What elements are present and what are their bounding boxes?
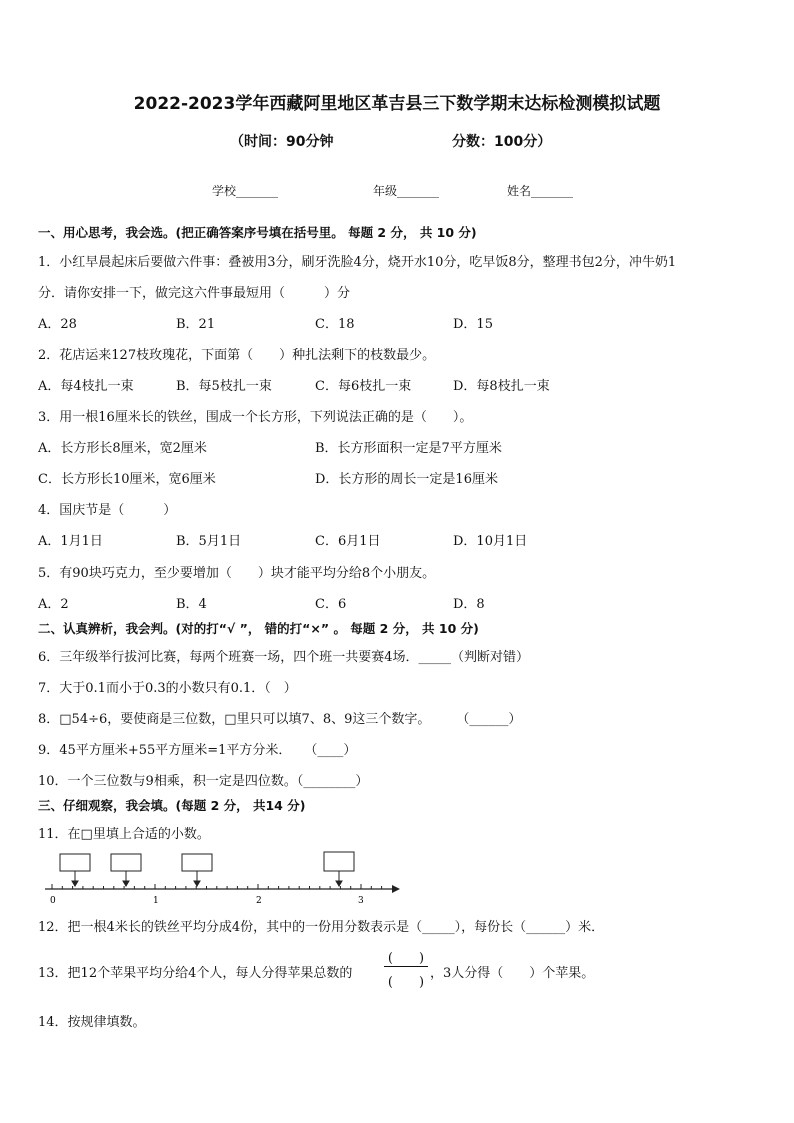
total-score: 分数：100分） [452,134,552,150]
answer-box-2[interactable] [111,854,141,871]
fraction-bar [384,966,428,967]
question-9: 9．45平方厘米+55平方厘米=1平方分米． （____） [38,743,357,758]
grade-field: 年级_______ [373,184,440,198]
question-6: 6．三年级举行拔河比赛，每两个班赛一场，四个班一共要赛4场．_____（判断对错） [38,650,530,665]
q1-option-b: B．21 [176,317,216,332]
question-7: 7．大于0.1而小于0.3的小数只有0.1．（ ） [38,681,297,696]
time-limit: （时间：90分钟 [230,134,334,150]
question-2: 2．花店运来127枝玫瑰花，下面第（ ）种扎法剩下的枝数最少。 [38,348,436,363]
tick-label-2: 2 [256,896,262,906]
answer-box-1[interactable] [60,854,90,871]
q1-option-c: C．18 [315,317,355,332]
q4-option-c: C．6月1日 [315,534,381,549]
pointer-arrows [72,871,342,886]
q2-option-d: D．每8枝扎一束 [453,379,550,394]
q5-option-a: A．2 [38,597,69,612]
q5-option-d: D．8 [453,597,485,612]
answer-box-3[interactable] [182,854,212,871]
question-14: 14．按规律填数。 [38,1015,146,1030]
question-13-part2: ，3人分得（ ）个苹果。 [430,966,595,981]
q3-option-a: A．长方形长8厘米，宽2厘米 [38,441,207,456]
fraction-denominator: ( ) [387,975,425,990]
section1-heading: 一、用心思考，我会选。(把正确答案序号填在括号里。 每题 2 分， 共 10 分) [38,225,477,240]
q5-option-c: C．6 [315,597,347,612]
q2-option-c: C．每6枝扎一束 [315,379,412,394]
section2-heading: 二、认真辨析，我会判。(对的打“√ ”， 错的打“×” 。 每题 2 分， 共 10 分) [38,621,479,636]
tick-label-3: 3 [358,896,364,906]
q4-option-d: D．10月1日 [453,534,528,549]
question-12: 12．把一根4米长的铁丝平均分成4份，其中的一份用分数表示是（_____），每份长（______）米． [38,920,605,935]
name-field: 姓名_______ [507,184,574,198]
answer-boxes [60,852,354,871]
question-11: 11．在□里填上合适的小数。 [38,827,210,842]
tick-label-0: 0 [50,896,56,906]
q2-option-a: A．每4枝扎一束 [38,379,134,394]
q3-option-d: D．长方形的周长一定是16厘米 [315,472,498,487]
q1-option-a: A．28 [38,317,77,332]
number-line [40,850,410,910]
q3-option-b: B．长方形面积一定是7平方厘米 [315,441,502,456]
section3-heading: 三、仔细观察，我会填。(每题 2 分， 共14 分) [38,798,306,813]
answer-box-4[interactable] [324,852,354,871]
question-1-line2: 分．请你安排一下，做完这六件事最短用（ ）分 [38,286,351,301]
q3-option-c: C．长方形长10厘米，宽6厘米 [38,472,216,487]
question-5: 5．有90块巧克力，至少要增加（ ）块才能平均分给8个小朋友。 [38,566,436,581]
fraction-numerator: ( ) [387,951,425,966]
q4-option-a: A．1月1日 [38,534,103,549]
question-13-part1: 13．把12个苹果平均分给4个人，每人分得苹果总数的 [38,966,353,981]
question-10: 10．一个三位数与9相乘，积一定是四位数。（________） [38,774,369,789]
tick-label-1: 1 [153,896,159,906]
page-title: 2022-2023学年西藏阿里地区革吉县三下数学期末达标检测模拟试题 [133,94,661,114]
school-field: 学校_______ [212,184,279,198]
q2-option-b: B．每5枝扎一束 [176,379,272,394]
question-3: 3．用一根16厘米长的铁丝，围成一个长方形，下列说法正确的是（ ）。 [38,410,473,425]
q4-option-b: B．5月1日 [176,534,242,549]
question-8: 8．□54÷6，要使商是三位数，□里只可以填7、8、9这三个数字。 （______） [38,712,522,727]
axis-ticks [52,884,382,889]
question-1-line1: 1．小红早晨起床后要做六件事：叠被用3分，刷牙洗脸4分，烧开水10分，吃早饭8分，整理书包2分，冲牛奶1 [38,255,677,270]
q5-option-b: B．4 [176,597,207,612]
question-4: 4．国庆节是（ ） [38,503,177,518]
q1-option-d: D．15 [453,317,493,332]
axis-arrow [392,885,400,893]
